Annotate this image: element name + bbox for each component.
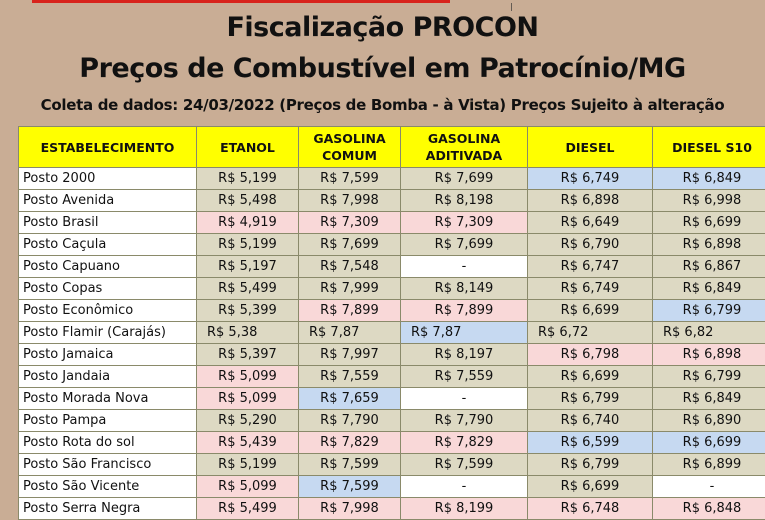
price-cell: R$ 8,198	[401, 190, 528, 212]
price-cell: R$ 5,499	[197, 498, 299, 520]
price-cell: R$ 7,87	[401, 322, 528, 344]
price-cell: R$ 6,749	[528, 168, 653, 190]
price-cell: R$ 5,199	[197, 234, 299, 256]
establishment-name-cell: Posto Econômico	[19, 300, 197, 322]
price-cell: R$ 5,199	[197, 168, 299, 190]
price-cell: R$ 6,799	[528, 388, 653, 410]
column-header-diesel: DIESEL	[528, 127, 653, 168]
column-header-diesel-s10: DIESEL S10	[653, 127, 765, 168]
establishment-name-cell: Posto Rota do sol	[19, 432, 197, 454]
price-cell: R$ 7,699	[401, 168, 528, 190]
table-header-row	[19, 127, 765, 168]
price-cell: R$ 7,998	[299, 190, 401, 212]
column-header-gasoline-common: GASOLINA COMUM	[299, 127, 401, 168]
price-cell: R$ 7,998	[299, 498, 401, 520]
price-cell: R$ 6,82	[653, 322, 765, 344]
table-row	[19, 212, 765, 234]
price-cell: R$ 6,699	[528, 476, 653, 498]
price-cell: -	[401, 388, 528, 410]
price-cell: R$ 6,699	[528, 366, 653, 388]
price-cell: R$ 6,898	[653, 234, 765, 256]
price-cell: -	[653, 476, 765, 498]
column-header-establishment: ESTABELECIMENTO	[19, 127, 197, 168]
price-cell: R$ 7,999	[299, 278, 401, 300]
price-cell: R$ 6,898	[528, 190, 653, 212]
table-row	[19, 234, 765, 256]
price-cell: R$ 6,699	[528, 300, 653, 322]
price-cell: R$ 5,439	[197, 432, 299, 454]
price-cell: R$ 6,749	[528, 278, 653, 300]
establishment-name-cell: Posto Copas	[19, 278, 197, 300]
price-cell: R$ 6,747	[528, 256, 653, 278]
price-cell: R$ 7,659	[299, 388, 401, 410]
price-cell: -	[401, 256, 528, 278]
table-row	[19, 476, 765, 498]
establishment-name-cell: Posto Avenida	[19, 190, 197, 212]
price-cell: R$ 7,699	[401, 234, 528, 256]
price-cell: R$ 7,548	[299, 256, 401, 278]
table-row	[19, 300, 765, 322]
decorative-mark: |	[510, 2, 513, 11]
price-cell: R$ 6,849	[653, 278, 765, 300]
price-cell: R$ 6,799	[528, 454, 653, 476]
price-cell: R$ 8,197	[401, 344, 528, 366]
page-subtitle-heading: Preços de Combustível em Patrocínio/MG	[0, 52, 765, 86]
establishment-name-cell: Posto Jamaica	[19, 344, 197, 366]
price-cell: R$ 5,197	[197, 256, 299, 278]
price-cell: R$ 5,499	[197, 278, 299, 300]
price-cell: R$ 6,72	[528, 322, 653, 344]
table-row	[19, 190, 765, 212]
price-cell: R$ 6,740	[528, 410, 653, 432]
table-row	[19, 366, 765, 388]
price-cell: R$ 6,899	[653, 454, 765, 476]
price-cell: -	[401, 476, 528, 498]
price-cell: R$ 5,399	[197, 300, 299, 322]
price-cell: R$ 7,997	[299, 344, 401, 366]
price-cell: R$ 7,599	[299, 454, 401, 476]
establishment-name-cell: Posto Capuano	[19, 256, 197, 278]
price-cell: R$ 6,890	[653, 410, 765, 432]
table-row	[19, 388, 765, 410]
price-cell: R$ 7,559	[401, 366, 528, 388]
price-cell: R$ 7,829	[401, 432, 528, 454]
price-cell: R$ 7,309	[401, 212, 528, 234]
price-cell: R$ 5,099	[197, 366, 299, 388]
table-row	[19, 322, 765, 344]
price-cell: R$ 7,559	[299, 366, 401, 388]
red-accent-bar	[32, 0, 450, 3]
price-cell: R$ 6,849	[653, 168, 765, 190]
price-cell: R$ 6,599	[528, 432, 653, 454]
table-row	[19, 498, 765, 520]
collection-date-note: Coleta de dados: 24/03/2022 (Preços de Bomba - à Vista) Preços Sujeito à alteração	[0, 96, 765, 114]
column-header-ethanol: ETANOL	[197, 127, 299, 168]
table-row	[19, 454, 765, 476]
price-cell: R$ 7,899	[299, 300, 401, 322]
column-header-gasoline-additive: GASOLINA ADITIVADA	[401, 127, 528, 168]
price-cell: R$ 5,099	[197, 388, 299, 410]
price-cell: R$ 6,998	[653, 190, 765, 212]
price-cell: R$ 7,899	[401, 300, 528, 322]
price-cell: R$ 8,199	[401, 498, 528, 520]
establishment-name-cell: Posto Pampa	[19, 410, 197, 432]
price-cell: R$ 6,799	[653, 366, 765, 388]
establishment-name-cell: Posto Morada Nova	[19, 388, 197, 410]
price-cell: R$ 8,149	[401, 278, 528, 300]
price-cell: R$ 7,309	[299, 212, 401, 234]
price-cell: R$ 6,848	[653, 498, 765, 520]
price-cell: R$ 6,799	[653, 300, 765, 322]
table-row	[19, 410, 765, 432]
establishment-name-cell: Posto Brasil	[19, 212, 197, 234]
price-cell: R$ 5,199	[197, 454, 299, 476]
price-cell: R$ 7,87	[299, 322, 401, 344]
price-cell: R$ 7,599	[401, 454, 528, 476]
price-cell: R$ 6,790	[528, 234, 653, 256]
establishment-name-cell: Posto Caçula	[19, 234, 197, 256]
price-cell: R$ 6,898	[653, 344, 765, 366]
price-cell: R$ 5,397	[197, 344, 299, 366]
price-cell: R$ 5,498	[197, 190, 299, 212]
price-cell: R$ 5,38	[197, 322, 299, 344]
price-cell: R$ 5,290	[197, 410, 299, 432]
price-cell: R$ 6,699	[653, 432, 765, 454]
fuel-prices-table	[18, 126, 765, 520]
table-row	[19, 344, 765, 366]
price-cell: R$ 6,699	[653, 212, 765, 234]
price-cell: R$ 4,919	[197, 212, 299, 234]
price-cell: R$ 7,599	[299, 476, 401, 498]
price-cell: R$ 6,748	[528, 498, 653, 520]
price-cell: R$ 7,599	[299, 168, 401, 190]
establishment-name-cell: Posto São Francisco	[19, 454, 197, 476]
price-cell: R$ 7,790	[299, 410, 401, 432]
price-cell: R$ 6,649	[528, 212, 653, 234]
establishment-name-cell: Posto 2000	[19, 168, 197, 190]
price-cell: R$ 7,699	[299, 234, 401, 256]
establishment-name-cell: Posto Serra Negra	[19, 498, 197, 520]
establishment-name-cell: Posto Flamir (Carajás)	[19, 322, 197, 344]
price-cell: R$ 7,829	[299, 432, 401, 454]
price-cell: R$ 6,867	[653, 256, 765, 278]
table-row	[19, 168, 765, 190]
price-cell: R$ 6,798	[528, 344, 653, 366]
page-title: Fiscalização PROCON	[0, 12, 765, 44]
price-cell: R$ 5,099	[197, 476, 299, 498]
table-row	[19, 278, 765, 300]
establishment-name-cell: Posto Jandaia	[19, 366, 197, 388]
price-cell: R$ 6,849	[653, 388, 765, 410]
establishment-name-cell: Posto São Vicente	[19, 476, 197, 498]
table-row	[19, 432, 765, 454]
price-cell: R$ 7,790	[401, 410, 528, 432]
table-row	[19, 256, 765, 278]
